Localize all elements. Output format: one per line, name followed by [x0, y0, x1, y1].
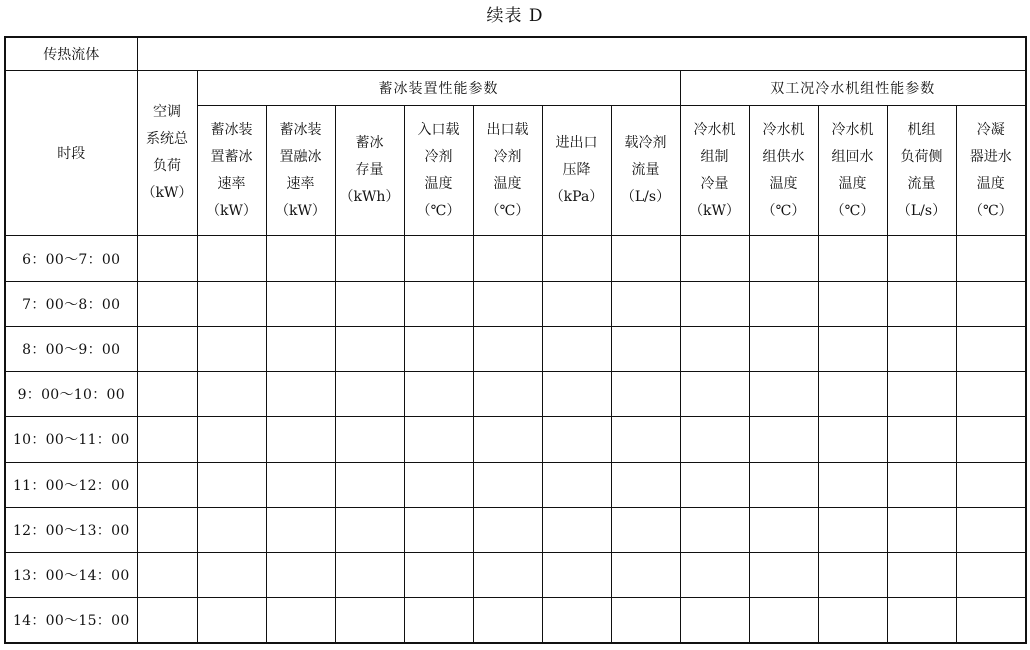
data-cell[interactable] [818, 598, 887, 643]
data-cell[interactable] [956, 326, 1026, 371]
ice-storage-group-header: 蓄冰装置性能参数 [197, 70, 680, 105]
data-cell[interactable] [956, 507, 1026, 552]
data-cell[interactable] [137, 417, 197, 462]
data-cell[interactable] [749, 236, 818, 281]
data-cell[interactable] [680, 372, 749, 417]
data-cell[interactable] [542, 326, 611, 371]
data-cell[interactable] [137, 236, 197, 281]
data-cell[interactable] [473, 417, 542, 462]
chiller-column-header: 冷凝 器进水 温度 （℃） [956, 105, 1026, 236]
data-cell[interactable] [404, 598, 473, 643]
data-cell[interactable] [404, 462, 473, 507]
table-row [5, 372, 1026, 417]
data-cell[interactable] [137, 598, 197, 643]
data-cell[interactable] [611, 598, 680, 643]
data-cell[interactable] [473, 462, 542, 507]
data-cell[interactable] [680, 326, 749, 371]
data-cell[interactable] [473, 281, 542, 326]
data-cell[interactable] [956, 236, 1026, 281]
chiller-column-header: 机组 负荷侧 流量 （L/s） [887, 105, 956, 236]
data-cell[interactable] [197, 462, 266, 507]
data-cell[interactable] [887, 326, 956, 371]
data-cell[interactable] [404, 417, 473, 462]
data-cell[interactable] [818, 553, 887, 598]
data-cell[interactable] [197, 507, 266, 552]
table-row [5, 462, 1026, 507]
data-cell[interactable] [137, 326, 197, 371]
data-cell[interactable] [266, 372, 335, 417]
data-cell[interactable] [542, 598, 611, 643]
data-cell[interactable] [335, 598, 404, 643]
data-cell[interactable] [266, 236, 335, 281]
data-cell[interactable] [266, 553, 335, 598]
data-cell[interactable] [749, 372, 818, 417]
data-cell[interactable] [887, 598, 956, 643]
data-cell[interactable] [818, 236, 887, 281]
data-cell[interactable] [335, 281, 404, 326]
data-cell[interactable] [749, 598, 818, 643]
data-cell[interactable] [611, 281, 680, 326]
data-cell[interactable] [197, 236, 266, 281]
fluid-label: 传热流体 [5, 37, 137, 70]
data-cell[interactable] [680, 462, 749, 507]
data-cell[interactable] [335, 236, 404, 281]
data-cell[interactable] [749, 507, 818, 552]
data-cell[interactable] [542, 236, 611, 281]
data-cell[interactable] [197, 598, 266, 643]
time-slot-label: 6：00～7：00 [5, 236, 137, 281]
data-cell[interactable] [887, 372, 956, 417]
data-cell[interactable] [680, 598, 749, 643]
data-cell[interactable] [611, 326, 680, 371]
data-cell[interactable] [197, 281, 266, 326]
data-cell[interactable] [680, 281, 749, 326]
period-header: 时段 [5, 70, 137, 236]
data-cell[interactable] [749, 553, 818, 598]
data-cell[interactable] [542, 462, 611, 507]
data-cell[interactable] [197, 553, 266, 598]
data-cell[interactable] [887, 281, 956, 326]
data-cell[interactable] [611, 236, 680, 281]
data-cell[interactable] [404, 507, 473, 552]
table-caption: 续表 D [486, 6, 544, 26]
table-row [5, 281, 1026, 326]
data-cell[interactable] [197, 417, 266, 462]
data-cell[interactable] [335, 553, 404, 598]
data-cell[interactable] [749, 462, 818, 507]
data-cell[interactable] [887, 417, 956, 462]
data-cell[interactable] [680, 417, 749, 462]
time-slot-label: 11：00～12：00 [5, 462, 137, 507]
data-cell[interactable] [266, 417, 335, 462]
table-row [5, 553, 1026, 598]
data-cell[interactable] [473, 372, 542, 417]
data-cell[interactable] [749, 281, 818, 326]
data-cell[interactable] [137, 553, 197, 598]
group-header-row [5, 70, 1026, 105]
data-cell[interactable] [266, 598, 335, 643]
data-cell[interactable] [887, 462, 956, 507]
data-cell[interactable] [197, 326, 266, 371]
time-slot-label: 13：00～14：00 [5, 553, 137, 598]
data-cell[interactable] [749, 326, 818, 371]
data-cell[interactable] [197, 372, 266, 417]
data-cell[interactable] [611, 372, 680, 417]
data-cell[interactable] [137, 281, 197, 326]
data-cell[interactable] [266, 507, 335, 552]
time-slot-label: 10：00～11：00 [5, 417, 137, 462]
ice-column-header: 入口载 冷剂 温度 （℃） [404, 105, 473, 236]
data-cell[interactable] [749, 417, 818, 462]
data-cell[interactable] [818, 372, 887, 417]
fluid-value-cell[interactable] [137, 37, 1026, 70]
data-cell[interactable] [818, 326, 887, 371]
ice-column-header: 进出口 压降 （kPa） [542, 105, 611, 236]
data-cell[interactable] [818, 462, 887, 507]
data-cell[interactable] [404, 553, 473, 598]
data-cell[interactable] [335, 326, 404, 371]
data-cell[interactable] [335, 507, 404, 552]
table-row [5, 507, 1026, 552]
data-cell[interactable] [956, 417, 1026, 462]
data-cell[interactable] [542, 281, 611, 326]
data-cell[interactable] [611, 417, 680, 462]
chiller-column-header: 冷水机 组回水 温度 （℃） [818, 105, 887, 236]
data-cell[interactable] [887, 507, 956, 552]
data-cell[interactable] [680, 553, 749, 598]
data-cell[interactable] [266, 462, 335, 507]
data-cell[interactable] [473, 553, 542, 598]
data-cell[interactable] [887, 236, 956, 281]
data-cell[interactable] [956, 553, 1026, 598]
data-cell[interactable] [266, 281, 335, 326]
ice-column-header: 蓄冰装 置融冰 速率 （kW） [266, 105, 335, 236]
ice-column-header: 蓄冰 存量 （kWh） [335, 105, 404, 236]
data-cell[interactable] [542, 553, 611, 598]
data-cell[interactable] [956, 372, 1026, 417]
chiller-group-header: 双工况冷水机组性能参数 [680, 70, 1026, 105]
data-cell[interactable] [542, 417, 611, 462]
data-cell[interactable] [473, 236, 542, 281]
table-row [5, 326, 1026, 371]
data-cell[interactable] [137, 462, 197, 507]
time-slot-label: 9：00～10：00 [5, 372, 137, 417]
data-cell[interactable] [956, 462, 1026, 507]
data-cell[interactable] [680, 236, 749, 281]
data-cell[interactable] [266, 326, 335, 371]
data-cell[interactable] [473, 598, 542, 643]
data-cell[interactable] [818, 507, 887, 552]
data-cell[interactable] [542, 507, 611, 552]
data-cell[interactable] [473, 326, 542, 371]
table-row [5, 598, 1026, 643]
time-slot-label: 14：00～15：00 [5, 598, 137, 643]
system-load-header: 空调 系统总 负荷 （kW） [137, 70, 197, 236]
data-cell[interactable] [542, 372, 611, 417]
time-slot-label: 7：00～8：00 [5, 281, 137, 326]
data-cell[interactable] [956, 281, 1026, 326]
chiller-column-header: 冷水机 组供水 温度 （℃） [749, 105, 818, 236]
data-cell[interactable] [137, 507, 197, 552]
data-cell[interactable] [404, 236, 473, 281]
data-cell[interactable] [473, 507, 542, 552]
data-cell[interactable] [335, 462, 404, 507]
data-cell[interactable] [956, 598, 1026, 643]
table-row [5, 417, 1026, 462]
ice-column-header: 出口载 冷剂 温度 （℃） [473, 105, 542, 236]
data-cell[interactable] [335, 417, 404, 462]
data-cell[interactable] [404, 372, 473, 417]
data-cell[interactable] [887, 553, 956, 598]
data-cell[interactable] [818, 281, 887, 326]
chiller-column-header: 冷水机 组制 冷量 （kW） [680, 105, 749, 236]
table-row [5, 236, 1026, 281]
data-cell[interactable] [680, 507, 749, 552]
data-cell[interactable] [611, 462, 680, 507]
data-cell[interactable] [404, 326, 473, 371]
data-cell[interactable] [611, 507, 680, 552]
data-cell[interactable] [335, 372, 404, 417]
data-cell[interactable] [818, 417, 887, 462]
time-slot-label: 12：00～13：00 [5, 507, 137, 552]
data-cell[interactable] [611, 553, 680, 598]
time-slot-label: 8：00～9：00 [5, 326, 137, 371]
data-table [4, 36, 1027, 644]
fluid-row [5, 37, 1026, 70]
data-cell[interactable] [404, 281, 473, 326]
ice-column-header: 载冷剂 流量 （L/s） [611, 105, 680, 236]
data-cell[interactable] [137, 372, 197, 417]
ice-column-header: 蓄冰装 置蓄冰 速率 （kW） [197, 105, 266, 236]
